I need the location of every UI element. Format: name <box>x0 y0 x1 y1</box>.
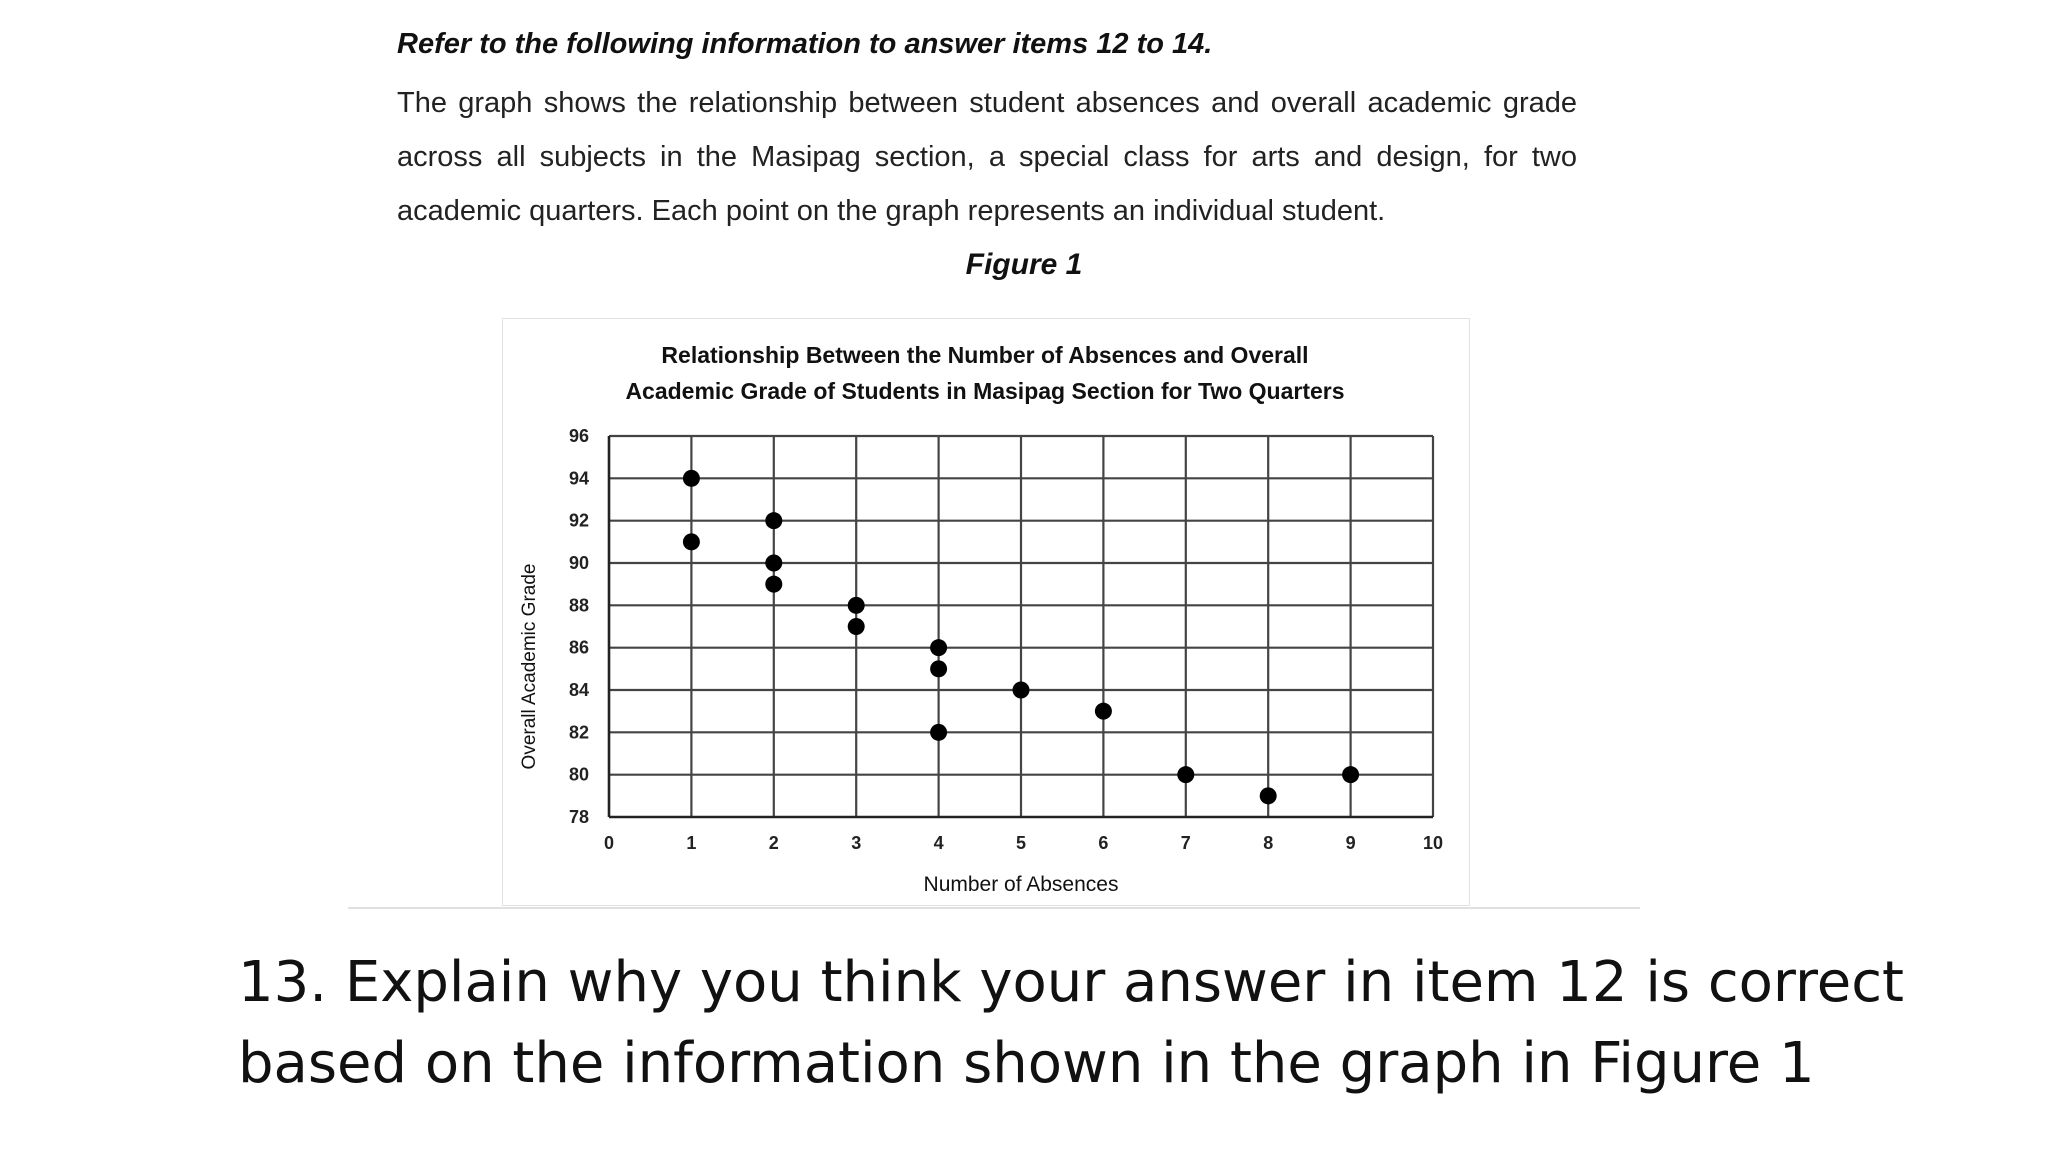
data-point <box>930 639 947 656</box>
y-tick-label: 92 <box>568 510 589 531</box>
data-point <box>765 555 782 572</box>
y-tick-label: 90 <box>568 553 589 573</box>
chart-title-line: Relationship Between the Number of Absences and Overall <box>661 342 1309 368</box>
y-tick-label: 82 <box>568 722 589 743</box>
x-axis-label: Number of Absences <box>923 873 1119 896</box>
x-tick-label: 0 <box>603 833 615 853</box>
question-text: 13. Explain why you think your answer in item 12 is correct based on the information shown in the graph in Figure 1 <box>238 950 1904 1096</box>
y-tick-label: 84 <box>568 680 589 700</box>
data-point <box>848 618 865 635</box>
x-tick-label: 7 <box>1180 833 1191 853</box>
data-point <box>930 724 947 741</box>
data-point <box>848 597 865 614</box>
x-tick-label: 2 <box>768 833 779 853</box>
figure-label: Figure 1 <box>965 248 1083 281</box>
x-tick-label: 4 <box>933 833 944 853</box>
instructions-paragraph: The graph shows the relationship between student absences and overall academic grade across all subjects in the Masipag section, a special class for arts and design, for two academic quarters. Each point on the graph represents an individual student. <box>397 87 1577 227</box>
data-point <box>765 576 782 593</box>
x-tick-label: 1 <box>686 833 697 853</box>
data-point <box>765 512 782 529</box>
y-tick-label: 96 <box>568 426 589 446</box>
data-point <box>1013 682 1030 699</box>
instructions-heading: Refer to the following information to answer items 12 to 14. <box>397 28 1213 60</box>
y-tick-label: 88 <box>568 595 589 616</box>
x-tick-label: 9 <box>1345 833 1356 853</box>
data-point <box>1260 787 1277 804</box>
x-tick-label: 3 <box>851 833 862 853</box>
data-point <box>683 470 700 487</box>
data-point <box>930 660 947 677</box>
x-tick-label: 5 <box>1015 833 1027 853</box>
data-point <box>683 533 700 550</box>
x-tick-label: 10 <box>1422 833 1444 853</box>
y-tick-label: 86 <box>568 637 589 658</box>
divider-line <box>348 907 1640 909</box>
data-point <box>1342 766 1359 783</box>
y-axis-label: Overall Academic Grade <box>519 563 540 770</box>
y-tick-label: 94 <box>568 468 589 489</box>
x-tick-label: 6 <box>1098 833 1109 853</box>
data-point <box>1177 766 1194 783</box>
x-tick-label: 8 <box>1263 833 1274 853</box>
chart-title-line: Academic Grade of Students in Masipag Section for Two Quarters <box>625 378 1345 404</box>
data-point <box>1095 703 1112 720</box>
y-tick-label: 78 <box>568 807 589 827</box>
y-tick-label: 80 <box>568 764 589 785</box>
